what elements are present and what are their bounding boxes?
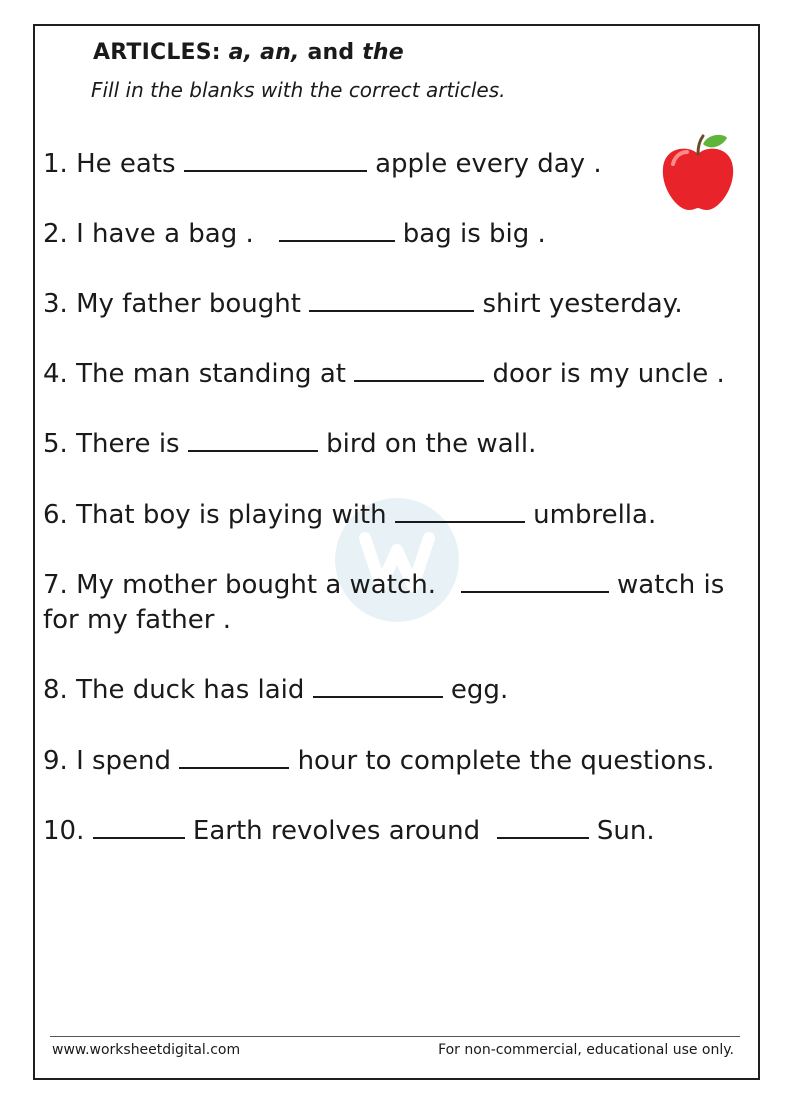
question-6: [43, 497, 656, 533]
answer-blank[interactable]: [309, 286, 474, 312]
answer-blank[interactable]: [179, 743, 289, 769]
question-text: Earth revolves around: [184, 816, 489, 846]
question-number: 8.: [43, 675, 68, 705]
answer-blank[interactable]: [354, 356, 484, 382]
question-text: My father bought: [67, 289, 310, 319]
question-text: shirt yesterday.: [474, 289, 683, 319]
question-number: 7.: [43, 570, 68, 600]
question-7: [43, 567, 724, 638]
question-number: 2.: [43, 219, 68, 249]
question-text: apple every day .: [366, 149, 602, 179]
question-number: 4.: [43, 359, 68, 389]
question-number: 3.: [43, 289, 68, 319]
question-text: The man standing at: [67, 359, 355, 389]
question-text: egg.: [442, 675, 509, 705]
question-9: [43, 743, 715, 779]
apple-icon: [655, 130, 741, 216]
question-text: [84, 816, 92, 846]
answer-blank[interactable]: [461, 567, 609, 593]
question-number: 1.: [43, 149, 68, 179]
question-number: 9.: [43, 746, 68, 776]
question-text: bag is big .: [394, 219, 546, 249]
question-number: 6.: [43, 500, 68, 530]
answer-blank[interactable]: [188, 426, 318, 452]
answer-blank[interactable]: [93, 813, 185, 839]
answer-blank[interactable]: [184, 146, 367, 172]
question-4: [43, 356, 725, 392]
question-3: [43, 286, 683, 322]
question-text: I spend: [67, 746, 180, 776]
question-text: I have a bag .: [67, 219, 262, 249]
question-text: He eats: [67, 149, 184, 179]
footer-divider: [50, 1036, 740, 1037]
answer-blank[interactable]: [313, 672, 443, 698]
question-number: 10.: [43, 816, 85, 846]
title-prefix: ARTICLES:: [93, 40, 229, 65]
question-number: 5.: [43, 429, 68, 459]
question-text: The duck has laid: [67, 675, 313, 705]
question-text: Sun.: [588, 816, 655, 846]
question-text: door is my uncle .: [484, 359, 725, 389]
question-text: hour to complete the questions.: [289, 746, 715, 776]
question-text: There is: [67, 429, 188, 459]
worksheet-instruction: Fill in the blanks with the correct articles.: [91, 78, 506, 102]
question-text: My mother bought a watch.: [67, 570, 445, 600]
question-text: umbrella.: [524, 500, 657, 530]
question-text: That boy is playing with: [67, 500, 395, 530]
question-5: [43, 426, 536, 462]
question-10: [43, 813, 655, 849]
footer-website: www.worksheetdigital.com: [52, 1042, 241, 1058]
question-text-continued: for my father .: [43, 605, 231, 635]
title-and: and: [299, 40, 363, 65]
answer-blank[interactable]: [395, 497, 525, 523]
answer-blank[interactable]: [497, 813, 589, 839]
title-article-a-an: a, an,: [228, 40, 300, 65]
question-2: [43, 216, 546, 252]
footer-notice: For non-commercial, educational use only.: [438, 1042, 734, 1058]
question-8: [43, 672, 508, 708]
worksheet-title: [93, 40, 404, 65]
worksheet-page: [33, 24, 760, 1080]
question-text: bird on the wall.: [317, 429, 537, 459]
answer-blank[interactable]: [279, 216, 395, 242]
title-article-the: the: [362, 40, 404, 65]
question-1: [43, 146, 602, 182]
question-text: watch is: [608, 570, 725, 600]
